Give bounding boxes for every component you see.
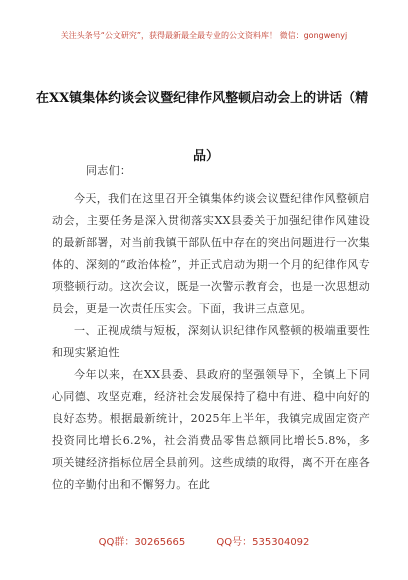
section-heading-1: 一、正视成绩与短板，深刻认识纪律作风整顿的极端重要性和现实紧迫性 [52, 324, 370, 359]
salutation: 同志们： [86, 164, 132, 177]
promo-header: 关注头条号“公文研究”，获得最新最全最专业的公文资料库！ 微信：gongwenyj [60, 31, 348, 40]
document-body [52, 160, 370, 496]
title-line-1: 在XX镇集体约谈会议暨纪律作风整顿启动会上的讲话（精 [36, 91, 369, 106]
paragraph-achievements: 今年以来，在XX县委、县政府的坚强领导下，全镇上下同心同德、攻坚克难，经济社会发展保持了稳中有进、稳中向好的良好态势。根据最新统计，2025年上半年，我镇完成固定资产投资同比增长6.2%，社会消费品零售总额同比增长5.8%，多项关键经济指标位居全县前列。这些成绩的取得，离不开在座各位的辛勤付出和不懈努力。在此 [52, 368, 370, 491]
title-line-2: 品） [192, 149, 219, 164]
qq-group: QQ群：30265665 [98, 537, 186, 548]
qq-number: QQ号：535304092 [216, 537, 310, 548]
paragraph-intro: 今天，我们在这里召开全镇集体约谈会议暨纪律作风整顿启动会，主要任务是深入贯彻落实XX县委关于加强纪律作风建设的最新部署，对当前我镇干部队伍中存在的突出问题进行一次集体的、深刻的“政治体检”，并正式启动为期一个月的纪律作风专项整顿行动。这次会议，既是一次警示教育会，也是一次思想动员会，更是一次责任压实会。下面，我讲三点意见。 [52, 192, 370, 315]
contact-footer [0, 533, 408, 548]
